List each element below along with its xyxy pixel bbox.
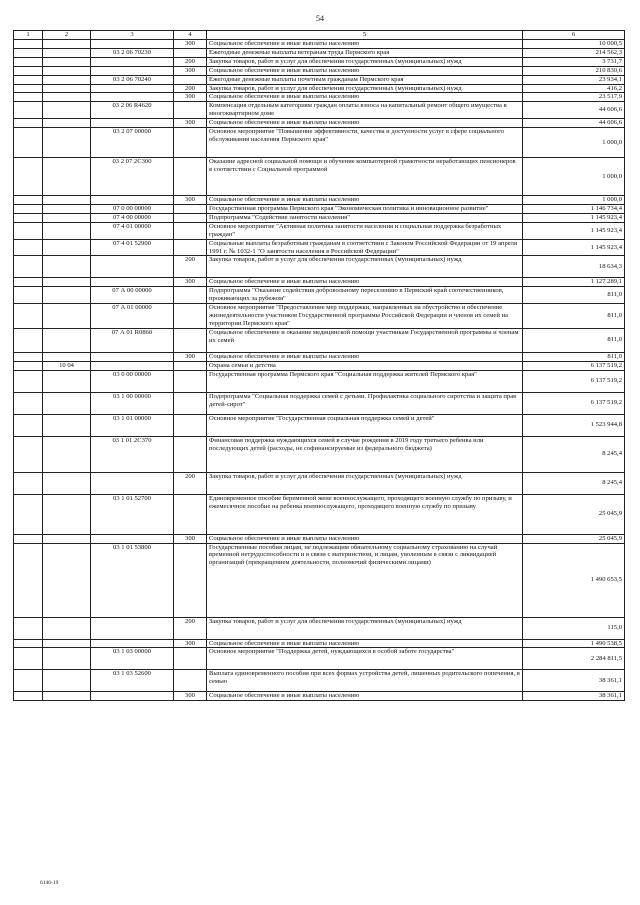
section-code-cell — [14, 256, 43, 278]
subsection-code-cell — [43, 119, 91, 128]
expense-type-cell — [174, 75, 207, 84]
section-code-cell — [14, 93, 43, 102]
target-article-cell — [91, 84, 174, 93]
table-row — [14, 40, 625, 49]
table-row — [14, 617, 625, 639]
description-cell: Социальное обеспечение и иные выплаты населению — [207, 40, 523, 49]
expense-type-cell: 300 — [174, 534, 207, 543]
description-cell: Социальное обеспечение и иные выплаты населению — [207, 119, 523, 128]
subsection-code-cell — [43, 287, 91, 304]
description-cell: Ежегодные денежные выплаты почетным гражданам Пермского края — [207, 75, 523, 84]
target-article-cell — [91, 692, 174, 701]
description-cell: Финансовая поддержка нуждающихся семей в случае рождения в 2019 году третьего ребенка или последующих детей (расходы, не софинансируемые из федерального бюджета) — [207, 436, 523, 472]
amount-cell: 44 606,6 — [523, 119, 625, 128]
expense-type-cell — [174, 213, 207, 222]
subsection-code-cell — [43, 670, 91, 692]
table-row — [14, 158, 625, 196]
section-code-cell — [14, 158, 43, 196]
table-row — [14, 48, 625, 57]
target-article-cell: 03 1 00 00000 — [91, 392, 174, 414]
subsection-code-cell — [43, 370, 91, 392]
section-code-cell — [14, 328, 43, 352]
table-row — [14, 196, 625, 205]
section-code-cell — [14, 196, 43, 205]
amount-cell: 1 000,0 — [523, 128, 625, 158]
description-cell: Основное мероприятие "Поддержка детей, нуждающихся в особой заботе государства" — [207, 648, 523, 670]
expense-type-cell: 300 — [174, 196, 207, 205]
subsection-code-cell — [43, 84, 91, 93]
section-code-cell — [14, 48, 43, 57]
table-row — [14, 75, 625, 84]
expense-type-cell: 300 — [174, 692, 207, 701]
expense-type-cell: 200 — [174, 617, 207, 639]
target-article-cell: 03 1 03 52600 — [91, 670, 174, 692]
column-header: 4 — [174, 31, 207, 40]
table-row — [14, 670, 625, 692]
subsection-code-cell — [43, 239, 91, 256]
amount-cell: 6 137 519,2 — [523, 361, 625, 370]
section-code-cell — [14, 352, 43, 361]
table-row — [14, 304, 625, 329]
amount-cell: 23 934,1 — [523, 75, 625, 84]
amount-cell: 1 127 289,1 — [523, 278, 625, 287]
column-header: 5 — [207, 31, 523, 40]
footer-code: 6146-19 — [40, 880, 59, 886]
description-cell: Основное мероприятие "Государственная социальная поддержка семей и детей" — [207, 414, 523, 436]
subsection-code-cell — [43, 648, 91, 670]
description-cell: Закупка товаров, работ и услуг для обеспечения государственных (муниципальных) нужд — [207, 472, 523, 494]
section-code-cell — [14, 436, 43, 472]
expense-type-cell — [174, 436, 207, 472]
description-cell: Основное мероприятие "Предоставление мер поддержки, направленных на обустройство и обеспечение жизнедеятельности участников Государственной программы Российской Федерации и членов их семей на территории Пермского края" — [207, 304, 523, 329]
expense-type-cell — [174, 128, 207, 158]
column-header: 3 — [91, 31, 174, 40]
expense-type-cell — [174, 648, 207, 670]
description-cell: Социальное обеспечение и иные выплаты населению — [207, 534, 523, 543]
table-row — [14, 639, 625, 648]
subsection-code-cell — [43, 256, 91, 278]
amount-cell: 44 606,6 — [523, 102, 625, 119]
section-code-cell — [14, 239, 43, 256]
table-row — [14, 361, 625, 370]
target-article-cell — [91, 617, 174, 639]
target-article-cell: 07 4 01 52900 — [91, 239, 174, 256]
table-row — [14, 648, 625, 670]
expense-type-cell: 300 — [174, 119, 207, 128]
target-article-cell — [91, 256, 174, 278]
subsection-code-cell — [43, 543, 91, 617]
description-cell: Основное мероприятие "Активная политика занятости населения и социальная поддержка безработных граждан" — [207, 222, 523, 239]
expense-type-cell: 300 — [174, 278, 207, 287]
table-row — [14, 119, 625, 128]
amount-cell: 10 000,5 — [523, 40, 625, 49]
description-cell: Закупка товаров, работ и услуг для обеспечения государственных (муниципальных) нужд — [207, 617, 523, 639]
table-row — [14, 102, 625, 119]
table-row — [14, 204, 625, 213]
target-article-cell: 07 А 01 R0860 — [91, 328, 174, 352]
subsection-code-cell — [43, 278, 91, 287]
section-code-cell — [14, 278, 43, 287]
section-code-cell — [14, 57, 43, 66]
description-cell: Оказание адресной социальной помощи и обучение компьютерной грамотности неработающих пенсионеров в соответствии с Социальной программой — [207, 158, 523, 196]
column-header: 1 — [14, 31, 43, 40]
amount-cell: 2 284 811,5 — [523, 648, 625, 670]
target-article-cell: 03 2 07 2С300 — [91, 158, 174, 196]
amount-cell: 1 145 923,4 — [523, 213, 625, 222]
section-code-cell — [14, 84, 43, 93]
subsection-code-cell: 10 04 — [43, 361, 91, 370]
section-code-cell — [14, 361, 43, 370]
table-row — [14, 692, 625, 701]
table-row — [14, 370, 625, 392]
target-article-cell: 03 1 01 53800 — [91, 543, 174, 617]
description-cell: Государственная программа Пермского края "Экономическая политика и инновационное развитие" — [207, 204, 523, 213]
table-row — [14, 436, 625, 472]
section-code-cell — [14, 66, 43, 75]
table-row — [14, 278, 625, 287]
target-article-cell — [91, 93, 174, 102]
expense-type-cell — [174, 158, 207, 196]
section-code-cell — [14, 494, 43, 534]
expense-type-cell — [174, 361, 207, 370]
page-number: 54 — [316, 14, 324, 23]
description-cell: Социальное обеспечение и иные выплаты населению — [207, 66, 523, 75]
section-code-cell — [14, 414, 43, 436]
subsection-code-cell — [43, 639, 91, 648]
description-cell: Компенсация отдельным категориям граждан оплаты взноса на капитальный ремонт общего имущества в многоквартирном доме — [207, 102, 523, 119]
section-code-cell — [14, 222, 43, 239]
description-cell: Охрана семьи и детства — [207, 361, 523, 370]
expense-type-cell: 300 — [174, 639, 207, 648]
expense-type-cell — [174, 328, 207, 352]
target-article-cell: 07 0 00 00000 — [91, 204, 174, 213]
amount-cell: 8 245,4 — [523, 472, 625, 494]
table-row — [14, 256, 625, 278]
table-row — [14, 93, 625, 102]
amount-cell: 811,0 — [523, 328, 625, 352]
subsection-code-cell — [43, 328, 91, 352]
target-article-cell — [91, 361, 174, 370]
subsection-code-cell — [43, 196, 91, 205]
amount-cell: 1 145 923,4 — [523, 239, 625, 256]
target-article-cell — [91, 196, 174, 205]
amount-cell: 1 145 923,4 — [523, 222, 625, 239]
amount-cell: 210 830,6 — [523, 66, 625, 75]
description-cell: Государственные пособия лицам, не подлежащим обязательному социальному страхованию на случай временной нетрудоспособности и в связи с материнством, и лицам, уволенным в связи с ликвидацией организаций (прекращением деятельности, полномочий физическими лицами) — [207, 543, 523, 617]
amount-cell: 23 517,9 — [523, 93, 625, 102]
expense-type-cell: 200 — [174, 84, 207, 93]
target-article-cell — [91, 352, 174, 361]
amount-cell: 214 562,3 — [523, 48, 625, 57]
target-article-cell: 03 1 01 00000 — [91, 414, 174, 436]
target-article-cell — [91, 639, 174, 648]
subsection-code-cell — [43, 213, 91, 222]
table-row — [14, 534, 625, 543]
table-row — [14, 128, 625, 158]
section-code-cell — [14, 75, 43, 84]
expense-type-cell: 300 — [174, 40, 207, 49]
section-code-cell — [14, 213, 43, 222]
subsection-code-cell — [43, 222, 91, 239]
target-article-cell: 03 2 06 70240 — [91, 75, 174, 84]
target-article-cell: 03 2 06 R4620 — [91, 102, 174, 119]
expense-type-cell: 300 — [174, 66, 207, 75]
amount-cell: 1 490 538,5 — [523, 639, 625, 648]
subsection-code-cell — [43, 304, 91, 329]
expense-type-cell — [174, 102, 207, 119]
section-code-cell — [14, 40, 43, 49]
section-code-cell — [14, 648, 43, 670]
expense-type-cell — [174, 304, 207, 329]
description-cell: Ежегодные денежные выплаты ветеранам труда Пермского края — [207, 48, 523, 57]
target-article-cell — [91, 119, 174, 128]
subsection-code-cell — [43, 93, 91, 102]
amount-cell: 1 523 944,8 — [523, 414, 625, 436]
subsection-code-cell — [43, 392, 91, 414]
description-cell: Закупка товаров, работ и услуг для обеспечения государственных (муниципальных) нужд — [207, 256, 523, 278]
amount-cell: 25 045,9 — [523, 494, 625, 534]
target-article-cell: 03 1 03 00000 — [91, 648, 174, 670]
amount-cell: 1 000,0 — [523, 196, 625, 205]
expense-type-cell: 200 — [174, 256, 207, 278]
section-code-cell — [14, 670, 43, 692]
section-code-cell — [14, 534, 43, 543]
target-article-cell — [91, 40, 174, 49]
amount-cell: 115,0 — [523, 617, 625, 639]
subsection-code-cell — [43, 414, 91, 436]
amount-cell: 8 245,4 — [523, 436, 625, 472]
amount-cell: 25 045,9 — [523, 534, 625, 543]
subsection-code-cell — [43, 158, 91, 196]
column-header: 2 — [43, 31, 91, 40]
target-article-cell: 03 1 01 2С370 — [91, 436, 174, 472]
target-article-cell — [91, 278, 174, 287]
description-cell: Закупка товаров, работ и услуг для обеспечения государственных (муниципальных) нужд — [207, 84, 523, 93]
table-header-row — [14, 31, 625, 40]
table-row — [14, 66, 625, 75]
section-code-cell — [14, 543, 43, 617]
description-cell: Подпрограмма "Оказание содействия добровольному переселению в Пермский край соотечественников, проживающих за рубежом" — [207, 287, 523, 304]
table-row — [14, 472, 625, 494]
subsection-code-cell — [43, 204, 91, 213]
amount-cell: 1 146 734,4 — [523, 204, 625, 213]
description-cell: Государственная программа Пермского края "Социальная поддержка жителей Пермского края" — [207, 370, 523, 392]
subsection-code-cell — [43, 352, 91, 361]
description-cell: Социальное обеспечение и иные выплаты населению — [207, 93, 523, 102]
table-row — [14, 543, 625, 617]
section-code-cell — [14, 128, 43, 158]
description-cell: Социальное обеспечение и иные выплаты населению — [207, 196, 523, 205]
expense-type-cell — [174, 48, 207, 57]
expense-type-cell — [174, 670, 207, 692]
amount-cell: 6 137 519,2 — [523, 370, 625, 392]
expense-type-cell — [174, 287, 207, 304]
table-row — [14, 57, 625, 66]
section-code-cell — [14, 304, 43, 329]
subsection-code-cell — [43, 436, 91, 472]
expense-type-cell — [174, 370, 207, 392]
target-article-cell — [91, 534, 174, 543]
subsection-code-cell — [43, 692, 91, 701]
amount-cell: 1 490 653,5 — [523, 543, 625, 617]
subsection-code-cell — [43, 494, 91, 534]
subsection-code-cell — [43, 48, 91, 57]
subsection-code-cell — [43, 102, 91, 119]
target-article-cell — [91, 472, 174, 494]
target-article-cell: 07 А 00 00000 — [91, 287, 174, 304]
expense-type-cell: 300 — [174, 352, 207, 361]
target-article-cell: 07 4 00 00000 — [91, 213, 174, 222]
table-row — [14, 84, 625, 93]
subsection-code-cell — [43, 617, 91, 639]
target-article-cell: 03 2 07 00000 — [91, 128, 174, 158]
table-row — [14, 287, 625, 304]
table-row — [14, 352, 625, 361]
section-code-cell — [14, 692, 43, 701]
column-header: 6 — [523, 31, 625, 40]
expense-type-cell — [174, 239, 207, 256]
description-cell: Социальное обеспечение и иные выплаты населению — [207, 692, 523, 701]
description-cell: Единовременное пособие беременной жене военнослужащего, проходящего военную службу по призыву, и ежемесячное пособие на ребенка военнослужащего, проходящего военную службу по призыву — [207, 494, 523, 534]
amount-cell: 38 361,1 — [523, 670, 625, 692]
expense-type-cell — [174, 494, 207, 534]
target-article-cell: 07 4 01 00000 — [91, 222, 174, 239]
section-code-cell — [14, 370, 43, 392]
amount-cell: 18 634,3 — [523, 256, 625, 278]
section-code-cell — [14, 472, 43, 494]
section-code-cell — [14, 287, 43, 304]
subsection-code-cell — [43, 57, 91, 66]
section-code-cell — [14, 119, 43, 128]
description-cell: Подпрограмма "Содействие занятости населения" — [207, 213, 523, 222]
expense-type-cell: 200 — [174, 57, 207, 66]
target-article-cell: 03 1 01 52700 — [91, 494, 174, 534]
table-row — [14, 213, 625, 222]
section-code-cell — [14, 392, 43, 414]
subsection-code-cell — [43, 128, 91, 158]
expense-type-cell — [174, 204, 207, 213]
description-cell: Подпрограмма "Социальная поддержка семей с детьми. Профилактика социального сиротства и защита прав детей-сирот" — [207, 392, 523, 414]
target-article-cell — [91, 66, 174, 75]
table-row — [14, 494, 625, 534]
subsection-code-cell — [43, 66, 91, 75]
amount-cell: 38 361,1 — [523, 692, 625, 701]
section-code-cell — [14, 102, 43, 119]
description-cell: Социальное обеспечение и иные выплаты населению — [207, 278, 523, 287]
subsection-code-cell — [43, 40, 91, 49]
section-code-cell — [14, 617, 43, 639]
description-cell: Социальные выплаты безработным гражданам в соответствии с Законом Российской Федерации от 19 апреля 1991 г. № 1032-1 "О занятости населения в Российской Федерации" — [207, 239, 523, 256]
section-code-cell — [14, 639, 43, 648]
description-cell: Основное мероприятие "Повышение эффективности, качества и доступности услуг в сфере социального обслуживания населения Пермского края" — [207, 128, 523, 158]
subsection-code-cell — [43, 472, 91, 494]
expense-type-cell — [174, 222, 207, 239]
amount-cell: 811,0 — [523, 287, 625, 304]
target-article-cell: 03 2 06 70230 — [91, 48, 174, 57]
subsection-code-cell — [43, 75, 91, 84]
description-cell: Закупка товаров, работ и услуг для обеспечения государственных (муниципальных) нужд — [207, 57, 523, 66]
amount-cell: 3 731,7 — [523, 57, 625, 66]
expense-type-cell — [174, 392, 207, 414]
budget-table — [13, 30, 625, 701]
expense-type-cell: 200 — [174, 472, 207, 494]
target-article-cell: 03 0 00 00000 — [91, 370, 174, 392]
expense-type-cell: 300 — [174, 93, 207, 102]
amount-cell: 416,2 — [523, 84, 625, 93]
subsection-code-cell — [43, 534, 91, 543]
target-article-cell: 07 А 01 00000 — [91, 304, 174, 329]
expense-type-cell — [174, 543, 207, 617]
description-cell: Социальное обеспечение и иные выплаты населению — [207, 352, 523, 361]
amount-cell: 811,0 — [523, 352, 625, 361]
amount-cell: 1 000,0 — [523, 158, 625, 196]
expense-type-cell — [174, 414, 207, 436]
description-cell: Выплата единовременного пособия при всех формах устройства детей, лишенных родительского попечения, в семью — [207, 670, 523, 692]
table-row — [14, 239, 625, 256]
target-article-cell — [91, 57, 174, 66]
table-row — [14, 392, 625, 414]
table-row — [14, 328, 625, 352]
amount-cell: 811,0 — [523, 304, 625, 329]
amount-cell: 6 137 519,2 — [523, 392, 625, 414]
description-cell: Социальное обеспечение и иные выплаты населению — [207, 639, 523, 648]
table-row — [14, 414, 625, 436]
section-code-cell — [14, 204, 43, 213]
description-cell: Социальное обеспечение и оказание медицинской помощи участникам Государственной программы и членам их семей — [207, 328, 523, 352]
table-row — [14, 222, 625, 239]
